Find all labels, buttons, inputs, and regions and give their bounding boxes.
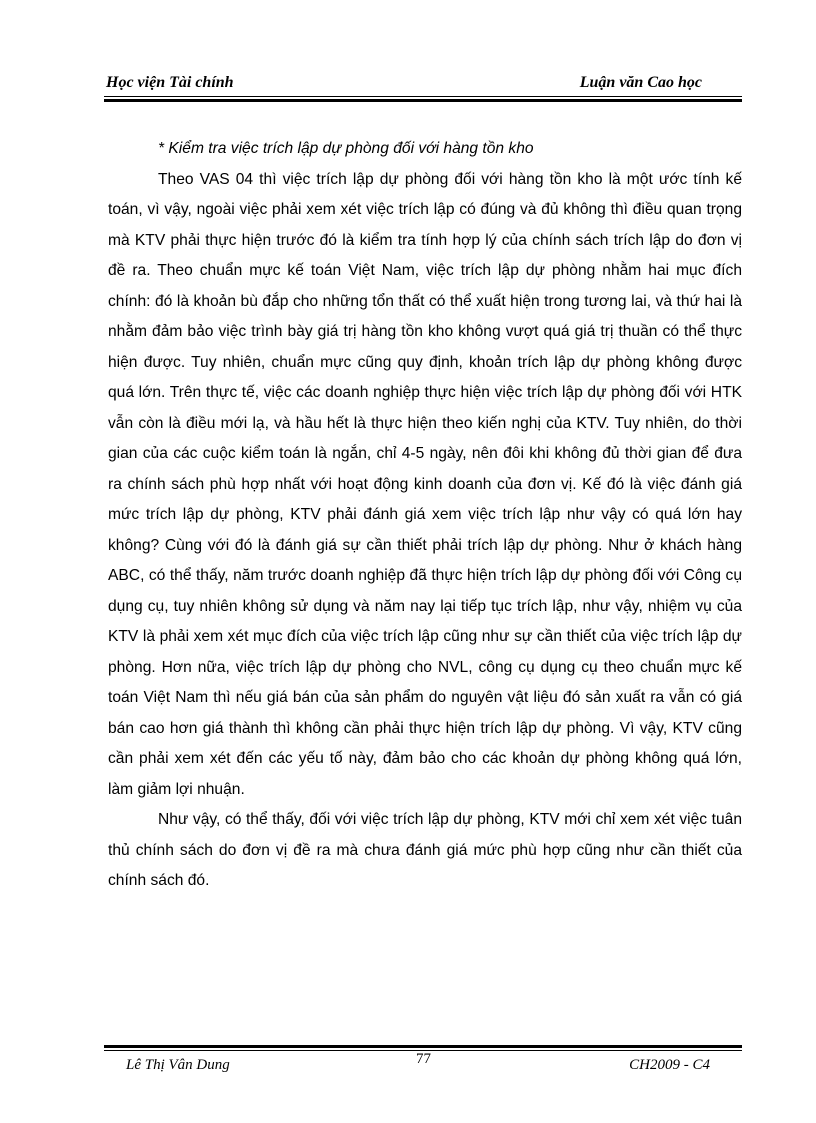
header-institution: Học viện Tài chính	[106, 74, 234, 91]
header-document-type: Luận văn Cao học	[579, 74, 702, 91]
header-rule-thin	[104, 96, 742, 97]
header-rule-thick	[104, 99, 742, 102]
body-paragraph-1: Theo VAS 04 thì việc trích lập dự phòng đối với hàng tồn kho là một ước tính kế toán, vì vậy, ngoài việc phải xem xét việc trích lập có đúng và đủ không thì điều quan trọng mà KTV phải thực hiện trước đó là kiểm tra tính hợp lý của chính sách trích lập do đơn vị đề ra. Theo chuẩn mực kế toán Việt Nam, việc trích lập dự phòng nhằm hai mục đích chính: đó là khoản bù đắp cho những tổn thất có thể xuất hiện trong tương lai, và thứ hai là nhằm đảm bảo việc trình bày giá trị hàng tồn kho không vượt quá giá trị thuần có thể thực hiện được. Tuy nhiên, chuẩn mực cũng quy định, khoản trích lập dự phòng không được quá lớn. Trên thực tế, việc các doanh nghiệp thực hiện việc trích lập dự phòng đối với HTK vẫn còn là điều mới lạ, và hầu hết là thực hiện theo kiến nghị của KTV. Tuy nhiên, do thời gian của các cuộc kiểm toán là ngắn, chỉ 4-5 ngày, nên đôi khi không đủ thời gian để đưa ra chính sách phù hợp nhất với hoạt động kinh doanh của đơn vị. Kế đó là việc đánh giá mức trích lập dự phòng, KTV phải đánh giá xem việc trích lập như vậy có quá lớn hay không? Cùng với đó là đánh giá sự cần thiết phải trích lập dự phòng. Như ở khách hàng ABC, có thể thấy, năm trước doanh nghiệp đã thực hiện trích lập dự phòng đối với Công cụ dụng cụ, tuy nhiên không sử dụng và năm nay lại tiếp tục trích lập, như vậy, nhiệm vụ của KTV là phải xem xét mục đích của việc trích lập cũng như sự cần thiết của việc trích lập dự phòng. Hơn nữa, việc trích lập dự phòng cho NVL, công cụ dụng cụ theo chuẩn mực kế toán Việt Nam thì nếu giá bán của sản phẩm do nguyên vật liệu đó sản xuất ra vẫn có giá bán cao hơn giá thành thì không cần phải thực hiện trích lập dự phòng. Vì vậy, KTV cũng cần phải xem xét đến các yếu tố này, đảm bảo cho các khoản dự phòng không quá lớn, làm giảm lợi nhuận.	[108, 170, 742, 798]
page-header	[104, 74, 742, 98]
footer-rule-thick	[104, 1045, 742, 1048]
page-number: 77	[416, 1051, 431, 1067]
footer-author: Lê Thị Vân Dung	[126, 1057, 230, 1073]
page-footer	[104, 1045, 742, 1085]
section-heading: * Kiểm tra việc trích lập dự phòng đối với hàng tồn kho	[158, 140, 534, 157]
page-body	[108, 134, 742, 897]
footer-code: CH2009 - C4	[629, 1057, 710, 1073]
body-paragraph-2: Như vậy, có thể thấy, đối với việc trích lập dự phòng, KTV mới chỉ xem xét việc tuân thủ chính sách do đơn vị đề ra mà chưa đánh giá mức phù hợp cũng như cần thiết của chính sách đó.	[108, 811, 742, 889]
